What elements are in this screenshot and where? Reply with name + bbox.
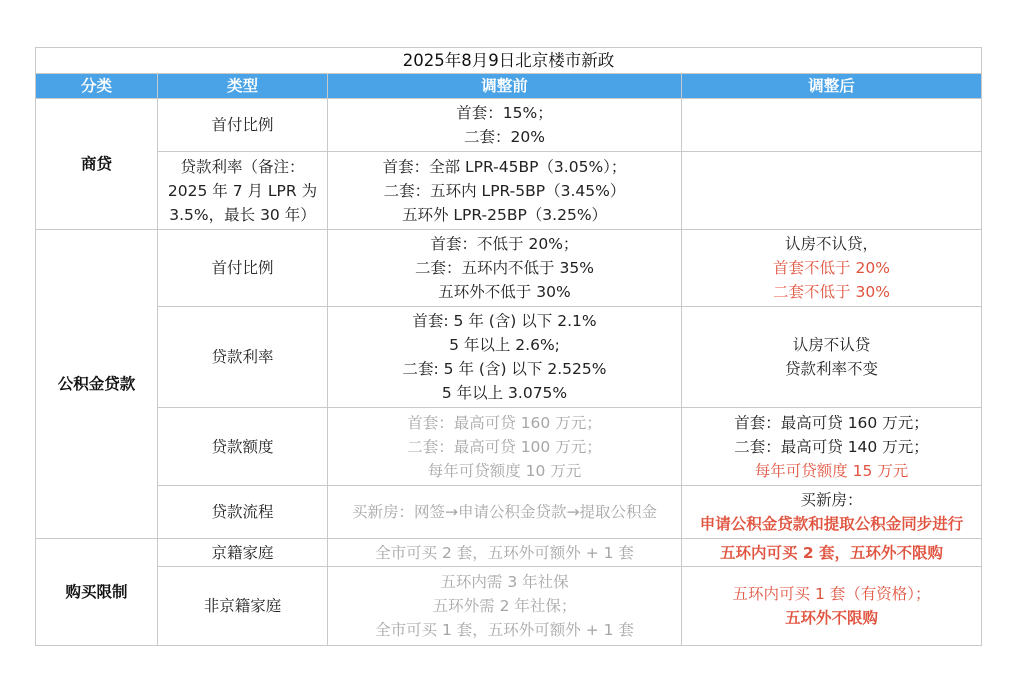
after-line-highlight: 五环外不限购 xyxy=(784,609,878,627)
type-line: 2025 年 7 月 LPR 为 xyxy=(167,181,318,200)
before-cell xyxy=(328,99,682,152)
after-cell xyxy=(682,307,982,408)
type-cell: 首付比例 xyxy=(158,99,328,152)
table-row xyxy=(36,408,982,486)
before-cell xyxy=(328,152,682,230)
table-row xyxy=(36,99,982,152)
before-line: 每年可贷额度 10 万元 xyxy=(427,461,582,480)
before-line: 5 年以上 3.075% xyxy=(441,384,568,402)
type-cell: 贷款利率 xyxy=(158,307,328,408)
before-line: 五环内需 3 年社保 xyxy=(440,573,569,591)
before-line: 首套：全部 LPR-45BP（3.05%）； xyxy=(382,157,627,176)
before-cell xyxy=(328,307,682,408)
after-line: 首套：最高可贷 160 万元； xyxy=(734,413,929,432)
policy-table xyxy=(35,47,982,646)
before-line: 首套：不低于 20%； xyxy=(430,235,579,253)
before-line: 五环外不低于 30% xyxy=(438,283,571,301)
after-cell xyxy=(682,567,982,646)
header-type: 类型 xyxy=(158,74,328,99)
table-title: 2025年8月9日北京楼市新政 xyxy=(36,48,982,74)
before-line: 首套: 5 年 (含) 以下 2.1% xyxy=(412,312,597,330)
type-cell: 贷款额度 xyxy=(158,408,328,486)
before-cell xyxy=(328,230,682,307)
table-row xyxy=(36,307,982,408)
after-line: 买新房： xyxy=(800,491,863,509)
type-line: 3.5%，最长 30 年） xyxy=(169,205,316,224)
before-line: 全市可买 1 套，五环外可额外 + 1 套 xyxy=(375,621,634,639)
before-cell: 全市可买 2 套，五环外可额外 + 1 套 xyxy=(328,539,682,567)
header-after: 调整后 xyxy=(682,74,982,99)
type-cell xyxy=(158,152,328,230)
after-cell xyxy=(682,486,982,539)
category-commercial: 商贷 xyxy=(36,99,158,230)
after-cell xyxy=(682,408,982,486)
type-cell: 京籍家庭 xyxy=(158,539,328,567)
after-line-highlight: 申请公积金贷款和提取公积金同步进行 xyxy=(699,515,964,533)
table-row xyxy=(36,539,982,567)
before-line: 5 年以上 2.6%; xyxy=(449,336,560,354)
type-cell: 非京籍家庭 xyxy=(158,567,328,646)
after-line: 认房不认贷， xyxy=(784,235,878,253)
before-line: 五环外需 2 年社保； xyxy=(432,597,577,615)
after-cell xyxy=(682,230,982,307)
before-cell: 买新房：网签→申请公积金贷款→提取公积金 xyxy=(328,486,682,539)
after-line: 贷款利率不变 xyxy=(784,360,878,378)
before-cell xyxy=(328,567,682,646)
after-cell xyxy=(682,99,982,152)
category-provident: 公积金贷款 xyxy=(36,230,158,539)
after-line-highlight: 二套不低于 30% xyxy=(773,283,890,301)
after-cell xyxy=(682,152,982,230)
table-row xyxy=(36,486,982,539)
type-cell: 首付比例 xyxy=(158,230,328,307)
after-line-highlight: 五环内可买 1 套（有资格）； xyxy=(732,585,931,603)
before-line: 首套：15%； xyxy=(456,104,553,122)
type-cell: 贷款流程 xyxy=(158,486,328,539)
after-line: 二套：最高可贷 140 万元； xyxy=(734,437,929,456)
table-row xyxy=(36,567,982,646)
after-line-highlight: 首套不低于 20% xyxy=(773,259,890,277)
after-line: 认房不认贷 xyxy=(792,336,871,354)
before-line: 二套：最高可贷 100 万元； xyxy=(407,437,602,456)
before-line: 二套：五环内 LPR-5BP（3.45%） xyxy=(383,181,626,200)
before-line: 二套：五环内不低于 35% xyxy=(415,259,594,277)
before-line: 二套：20% xyxy=(464,128,545,146)
before-line: 首套：最高可贷 160 万元； xyxy=(407,413,602,432)
before-cell xyxy=(328,408,682,486)
header-category: 分类 xyxy=(36,74,158,99)
after-cell: 五环内可买 2 套，五环外不限购 xyxy=(682,539,982,567)
after-line-highlight: 每年可贷额度 15 万元 xyxy=(754,461,909,480)
table-row xyxy=(36,152,982,230)
header-row xyxy=(36,74,982,99)
type-line: 贷款利率（备注： xyxy=(180,157,305,176)
before-line: 二套: 5 年 (含) 以下 2.525% xyxy=(402,360,607,378)
header-before: 调整前 xyxy=(328,74,682,99)
table-row xyxy=(36,230,982,307)
category-restriction: 购买限制 xyxy=(36,539,158,646)
before-line: 五环外 LPR-25BP（3.25%） xyxy=(401,205,608,224)
